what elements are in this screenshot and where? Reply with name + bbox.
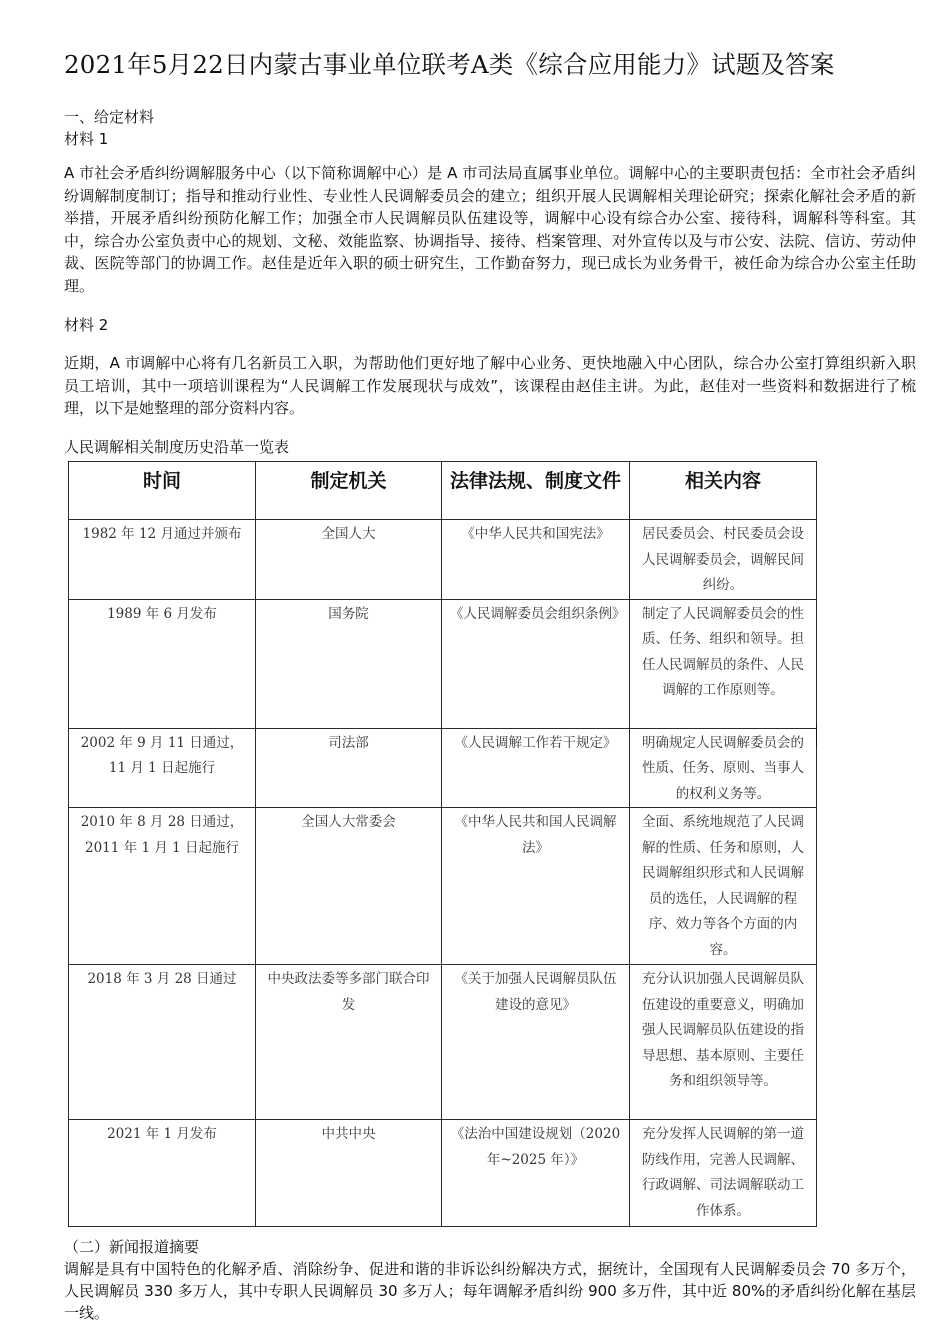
table-row bbox=[69, 728, 817, 808]
cell-content: 居民委员会、村民委员会设人民调解委员会，调解民间纠纷。 bbox=[630, 520, 817, 600]
cell-document: 《中华人民共和国宪法》 bbox=[442, 520, 630, 600]
document-title: 2021年5月22日内蒙古事业单位联考A类《综合应用能力》试题及答案 bbox=[64, 50, 835, 79]
cell-content: 明确规定人民调解委员会的性质、任务、原则、当事人的权利义务等。 bbox=[630, 728, 817, 808]
cell-document: 《人民调解工作若干规定》 bbox=[442, 728, 630, 808]
table-caption: 人民调解相关制度历史沿革一览表 bbox=[64, 438, 290, 456]
material-1-text: A 市社会矛盾纠纷调解服务中心（以下简称调解中心）是 A 市司法局直属事业单位。调解中心的主要职责包括：全市社会矛盾纠纷调解制度制订；指导和推动行业性、专业性人民调解委员会的建立；组织开展人民调解相关理论研究；探索化解社会矛盾的新举措，开展矛盾纠纷预防化解工作；加强全市人民调解员队伍建设等，调解中心设有综合办公室、接待科，调解科等科室。其中，综合办公室负责中心的规划、文秘、效能监察、协调指导、接待、档案管理、对外宣传以及与市公安、法院、信访、劳动仲裁、医院等部门的协调工作。赵佳是近年入职的硕士研究生，工作勤奋努力，现已成长为业务骨干，被任命为综合办公室主任助理。 bbox=[64, 164, 916, 295]
header-time: 时间 bbox=[69, 462, 256, 520]
cell-authority: 中央政法委等多部门联合印发 bbox=[256, 965, 442, 1120]
table-row bbox=[69, 1120, 817, 1227]
header-authority: 制定机关 bbox=[256, 462, 442, 520]
cell-authority: 中共中央 bbox=[256, 1120, 442, 1227]
table-row bbox=[69, 808, 817, 965]
cell-time: 1982 年 12 月通过并颁布 bbox=[69, 520, 256, 600]
material-2-label: 材料 2 bbox=[64, 316, 109, 334]
history-table bbox=[68, 461, 817, 1227]
cell-time: 1989 年 6 月发布 bbox=[69, 599, 256, 728]
cell-content: 全面、系统地规范了人民调解的性质、任务和原则，人民调解组织形式和人民调解员的选任，人民调解的程序、效力等各个方面的内容。 bbox=[630, 808, 817, 965]
cell-time: 2002 年 9 月 11 日通过，11 月 1 日起施行 bbox=[69, 728, 256, 808]
table-row bbox=[69, 599, 817, 728]
cell-document: 《人民调解委员会组织条例》 bbox=[442, 599, 630, 728]
material-2-text: 近期，A 市调解中心将有几名新员工入职，为帮助他们更好地了解中心业务、更快地融入中心团队，综合办公室打算组织新入职员工培训，其中一项培训课程为“人民调解工作发展现状与成效”，该课程由赵佳主讲。为此，赵佳对一些资料和数据进行了梳理，以下是她整理的部分资料内容。 bbox=[64, 354, 916, 417]
cell-authority: 全国人大常委会 bbox=[256, 808, 442, 965]
cell-authority: 司法部 bbox=[256, 728, 442, 808]
table-row bbox=[69, 965, 817, 1120]
cell-time: 2018 年 3 月 28 日通过 bbox=[69, 965, 256, 1120]
table-row bbox=[69, 520, 817, 600]
news-summary-text: 调解是具有中国特色的化解矛盾、消除纷争、促进和谐的非诉讼纠纷解决方式，据统计，全国现有人民调解委员会 70 多万个，人民调解员 330 多万人，其中专职人民调解员 30 多万人；每年调解矛盾纠纷 900 多万件，其中近 80%的矛盾纠纷化解在基层一线。 bbox=[64, 1260, 916, 1322]
cell-time: 2021 年 1 月发布 bbox=[69, 1120, 256, 1227]
cell-document: 《关于加强人民调解员队伍建设的意见》 bbox=[442, 965, 630, 1120]
section-heading-materials: 一、给定材料 bbox=[64, 108, 155, 126]
header-content: 相关内容 bbox=[630, 462, 817, 520]
cell-authority: 国务院 bbox=[256, 599, 442, 728]
cell-document: 《中华人民共和国人民调解法》 bbox=[442, 808, 630, 965]
section-heading-news: （二）新闻报道摘要 bbox=[64, 1238, 200, 1256]
cell-document: 《法治中国建设规划（2020 年~2025 年）》 bbox=[442, 1120, 630, 1227]
material-1-label: 材料 1 bbox=[64, 130, 109, 148]
header-document: 法律法规、制度文件 bbox=[442, 462, 630, 520]
cell-content: 制定了人民调解委员会的性质、任务、组织和领导。担任人民调解员的条件、人民调解的工作原则等。 bbox=[630, 599, 817, 728]
cell-content: 充分认识加强人民调解员队伍建设的重要意义，明确加强人民调解员队伍建设的指导思想、基本原则、主要任务和组织领导等。 bbox=[630, 965, 817, 1120]
table-header-row bbox=[69, 462, 817, 520]
table-edge-mark bbox=[816, 724, 817, 746]
cell-authority: 全国人大 bbox=[256, 520, 442, 600]
cell-content: 充分发挥人民调解的第一道防线作用，完善人民调解、行政调解、司法调解联动工作体系。 bbox=[630, 1120, 817, 1227]
cell-time: 2010 年 8 月 28 日通过，2011 年 1 月 1 日起施行 bbox=[69, 808, 256, 965]
